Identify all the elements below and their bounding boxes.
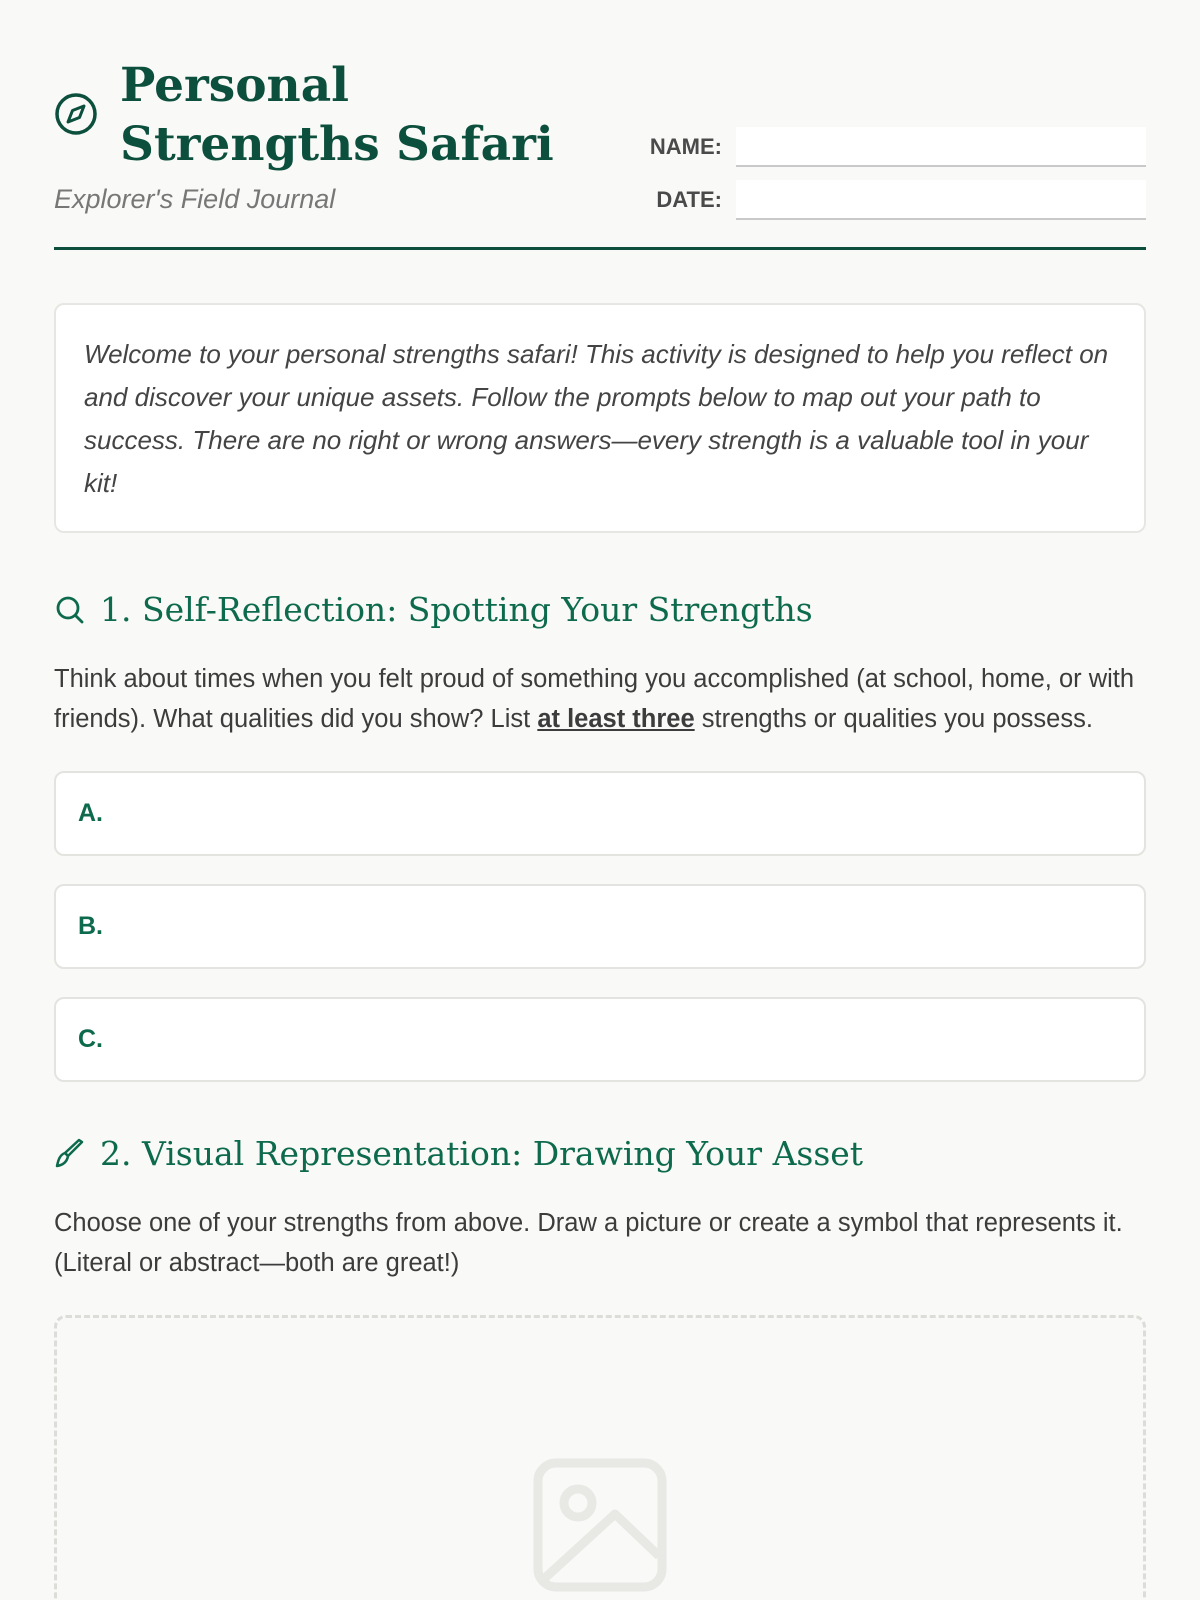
title-block [54,56,614,214]
date-row [636,180,1146,220]
header [54,0,1146,250]
name-field[interactable] [736,127,1146,167]
intro-text: Welcome to your personal strengths safari! This activity is designed to help you reflect on and discover your unique assets. Follow the prompts below to map out your path to success. There are no right or wrong answers—every strength is a valuable tool in your kit! [84,339,1109,498]
page-title: Personal Strengths Safari [120,58,554,172]
compass-icon [54,92,98,136]
answer-label: B. [78,912,103,940]
section-2-title: 2. Visual Representation: Drawing Your Asset [100,1134,864,1173]
answer-box-a[interactable] [54,771,1146,856]
brush-icon [54,1138,86,1170]
name-row [636,127,1146,167]
section-2-heading [54,1134,1146,1173]
prompt-emphasis: at least three [537,705,695,733]
name-label: NAME: [649,134,722,159]
answer-list [54,771,1146,1082]
prompt-text: Think about times when you felt proud of something you accomplished (at school, home, or with friends). What qualities did you show? List [54,665,1135,733]
answer-label: C. [78,1025,103,1053]
image-icon [533,1458,667,1592]
section-2-prompt: Choose one of your strengths from above. Draw a picture or create a symbol that represents it. (Literal or abstract—both are great!) [54,1209,1123,1277]
page-subtitle: Explorer's Field Journal [54,184,336,214]
intro-box [54,303,1146,533]
section-1-prompt [54,659,1146,739]
student-info-fields [636,127,1146,233]
answer-label: A. [78,799,103,827]
drawing-area[interactable] [54,1315,1146,1600]
section-1-title: 1. Self-Reflection: Spotting Your Strengths [100,590,813,629]
search-icon [54,594,86,626]
date-field[interactable] [736,180,1146,220]
prompt-text-end: strengths or qualities you possess. [694,705,1093,733]
section-1-heading [54,590,1146,629]
answer-box-c[interactable] [54,997,1146,1082]
answer-box-b[interactable] [54,884,1146,969]
date-label: DATE: [656,187,722,212]
